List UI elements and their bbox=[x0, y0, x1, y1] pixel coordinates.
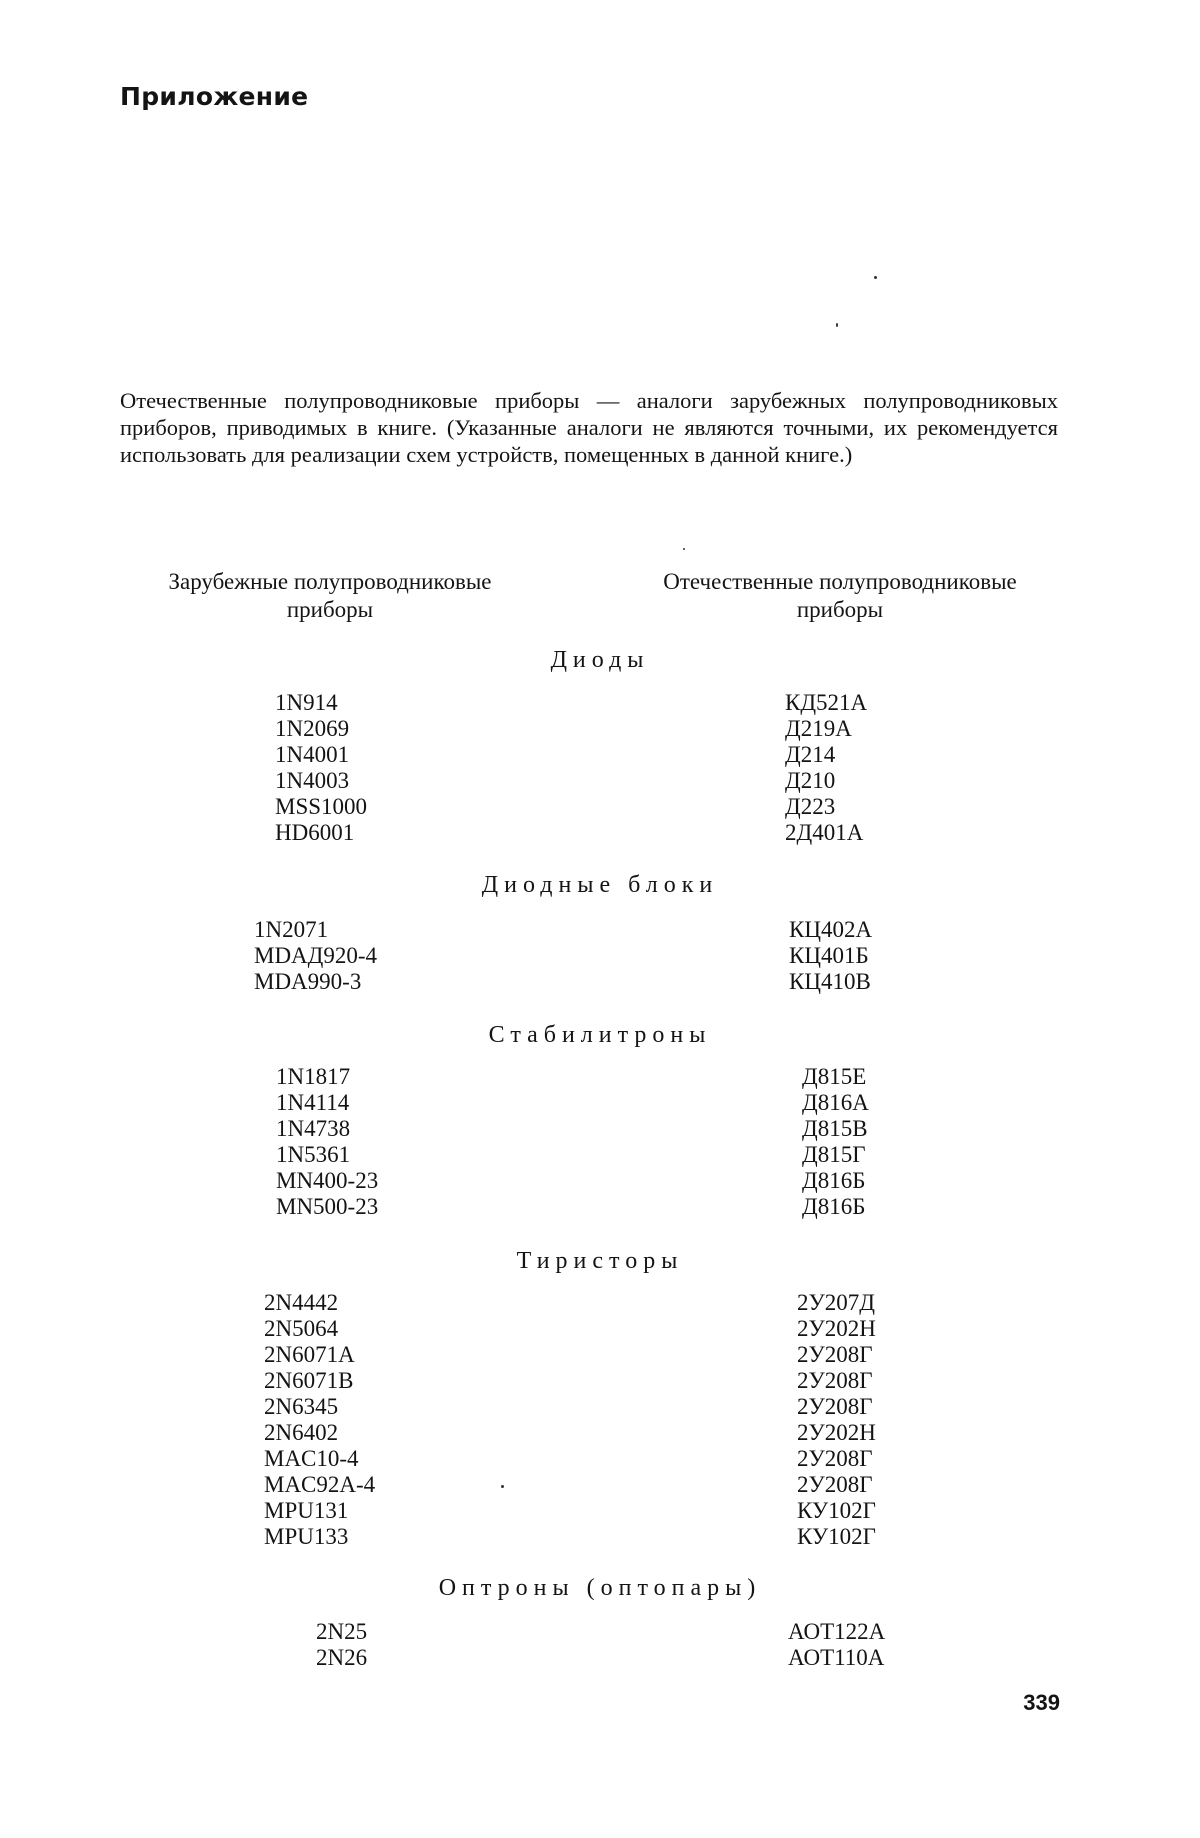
list-item: 1N4003 bbox=[275, 768, 350, 793]
list-item: 2N25 bbox=[316, 1619, 368, 1644]
scan-speck bbox=[836, 323, 838, 327]
foreign-column-heading: Зарубежные полупроводниковые приборы bbox=[168, 569, 492, 622]
zener-foreign-list bbox=[276, 1064, 378, 1220]
section-title-optocouplers: Оптроны (оптопары) bbox=[438, 1575, 762, 1601]
list-item: 2У208Г bbox=[797, 1446, 873, 1471]
list-item: АОТ122А bbox=[788, 1619, 886, 1644]
list-item: MDA990-3 bbox=[254, 969, 362, 994]
list-item: HD6001 bbox=[275, 820, 355, 845]
list-item: КЦ401Б bbox=[789, 943, 869, 968]
list-item: MN500-23 bbox=[276, 1194, 379, 1219]
thyristors-domestic-list bbox=[797, 1290, 876, 1550]
list-item: MDAД920-4 bbox=[254, 943, 378, 968]
list-item: MAC92A-4 bbox=[264, 1472, 376, 1497]
list-item: Д210 bbox=[785, 768, 836, 793]
list-item: 1N4001 bbox=[275, 742, 350, 767]
page-number: 339 bbox=[1023, 1690, 1060, 1715]
diodes-domestic-list bbox=[785, 690, 867, 846]
list-item: 2У208Г bbox=[797, 1368, 873, 1393]
section-title-thyristors: Тиристоры bbox=[516, 1248, 684, 1274]
thyristors-foreign-list bbox=[264, 1290, 375, 1550]
diode-blocks-foreign-list bbox=[254, 917, 377, 995]
list-item: 2У202Н bbox=[797, 1316, 876, 1341]
list-item: MPU133 bbox=[264, 1524, 349, 1549]
diode-blocks-domestic-list bbox=[789, 917, 872, 995]
scan-speck bbox=[683, 548, 685, 550]
list-item: АОТ110А bbox=[788, 1645, 885, 1670]
list-item: КЦ410В bbox=[789, 969, 871, 994]
domestic-column-heading: Отечественные полупроводниковые приборы bbox=[663, 569, 1017, 622]
list-item: 2У202Н bbox=[797, 1420, 876, 1445]
list-item: Д219А bbox=[785, 716, 852, 741]
list-item: Д816Б bbox=[802, 1168, 866, 1193]
section-title-diode-blocks: Диодные блоки bbox=[481, 872, 719, 898]
list-item: 2У207Д bbox=[797, 1290, 875, 1315]
list-item: 2N6402 bbox=[264, 1420, 339, 1445]
list-item: КУ102Г bbox=[797, 1498, 876, 1523]
optocouplers-foreign-list bbox=[316, 1619, 367, 1671]
list-item: 2N6071A bbox=[264, 1342, 355, 1367]
list-item: 2Д401А bbox=[785, 820, 864, 845]
list-item: 2N6071B bbox=[264, 1368, 354, 1393]
list-item: КЦ402А bbox=[789, 917, 873, 942]
list-item: 1N4738 bbox=[276, 1116, 351, 1141]
list-item: 2N26 bbox=[316, 1645, 368, 1670]
page-header: Приложение bbox=[120, 82, 309, 111]
list-item: Д815Г bbox=[802, 1142, 866, 1167]
optocouplers-domestic-list bbox=[788, 1619, 885, 1671]
list-item: 1N5361 bbox=[276, 1142, 351, 1167]
list-item: Д815В bbox=[802, 1116, 868, 1141]
list-item: MAC10-4 bbox=[264, 1446, 359, 1471]
list-item: 1N2071 bbox=[254, 917, 329, 942]
list-item: 1N1817 bbox=[276, 1064, 351, 1089]
list-item: 2N4442 bbox=[264, 1290, 339, 1315]
section-title-zener-diodes: Стабилитроны bbox=[488, 1022, 712, 1048]
list-item: Д816Б bbox=[802, 1194, 866, 1219]
list-item: 1N4114 bbox=[276, 1090, 350, 1115]
list-item: 1N2069 bbox=[275, 716, 350, 741]
zener-domestic-list bbox=[802, 1064, 869, 1220]
list-item: 2У208Г bbox=[797, 1472, 873, 1497]
diodes-foreign-list bbox=[275, 690, 367, 846]
section-title-diodes: Диоды bbox=[550, 647, 650, 673]
list-item: 2У208Г bbox=[797, 1342, 873, 1367]
list-item: MN400-23 bbox=[276, 1168, 379, 1193]
list-item: MSS1000 bbox=[275, 794, 368, 819]
list-item: Д816А bbox=[802, 1090, 869, 1115]
list-item: Д815Е bbox=[802, 1064, 867, 1089]
scan-speck bbox=[874, 276, 877, 279]
list-item: КД521А bbox=[785, 690, 868, 715]
list-item: Д214 bbox=[785, 742, 836, 767]
list-item: Д223 bbox=[785, 794, 836, 819]
list-item: MPU131 bbox=[264, 1498, 349, 1523]
list-item: 1N914 bbox=[275, 690, 338, 715]
list-item: 2N6345 bbox=[264, 1394, 339, 1419]
list-item: 2У208Г bbox=[797, 1394, 873, 1419]
scan-speck bbox=[501, 1485, 504, 1488]
intro-paragraph: Отечественные полупроводниковые приборы — аналоги зарубежных полупроводниковых приборов, приводимых в книге. (Указанные аналоги не являются точными, их рекомендуется использовать для реализации схем устройств, помещенных в данной книге.) bbox=[120, 388, 1058, 467]
list-item: КУ102Г bbox=[797, 1524, 876, 1549]
list-item: 2N5064 bbox=[264, 1316, 339, 1341]
